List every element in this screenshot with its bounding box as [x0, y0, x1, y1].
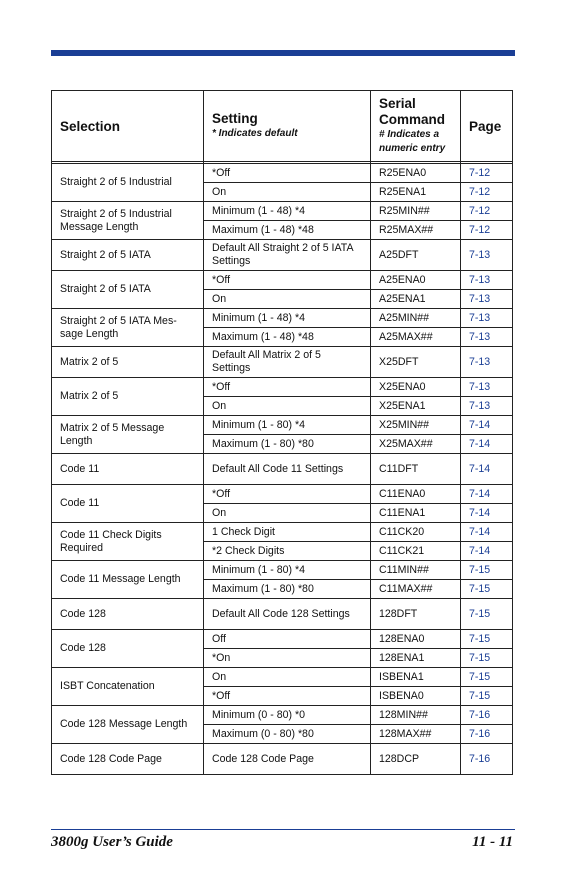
page-link[interactable]: 7-13 — [461, 378, 513, 397]
table-row — [52, 561, 513, 580]
page-link[interactable]: 7-12 — [461, 221, 513, 240]
setting-cell: Code 128 Code Page — [204, 744, 371, 775]
footer-page-number: 11 - 11 — [472, 834, 513, 850]
setting-cell: Maximum (1 - 48) *48 — [204, 221, 371, 240]
setting-cell: 1 Check Digit — [204, 523, 371, 542]
page-link[interactable]: 7-14 — [461, 504, 513, 523]
setting-cell: On — [204, 183, 371, 202]
setting-cell: Default All Matrix 2 of 5 Settings — [204, 347, 371, 378]
selection-cell: Straight 2 of 5 Industrial Message Length — [52, 202, 204, 240]
table-row — [52, 454, 513, 485]
serial-command-cell: A25DFT — [371, 240, 461, 271]
serial-command-cell: C11CK21 — [371, 542, 461, 561]
setting-cell: *2 Check Digits — [204, 542, 371, 561]
page-link[interactable]: 7-16 — [461, 706, 513, 725]
selection-cell: Code 11 — [52, 485, 204, 523]
serial-command-cell: C11MAX## — [371, 580, 461, 599]
setting-cell: On — [204, 290, 371, 309]
table-row — [52, 630, 513, 649]
page-link[interactable]: 7-15 — [461, 687, 513, 706]
header-selection: Selection — [52, 91, 204, 162]
selection-cell: Straight 2 of 5 IATA — [52, 271, 204, 309]
selection-cell: Matrix 2 of 5 Message Length — [52, 416, 204, 454]
serial-command-cell: 128MAX## — [371, 725, 461, 744]
setting-cell: *Off — [204, 378, 371, 397]
setting-cell: On — [204, 397, 371, 416]
table-row — [52, 599, 513, 630]
selection-cell: Matrix 2 of 5 — [52, 347, 204, 378]
setting-cell: Maximum (1 - 80) *80 — [204, 580, 371, 599]
setting-cell: Default All Code 11 Settings — [204, 454, 371, 485]
settings-table-container — [51, 90, 513, 775]
setting-cell: Default All Straight 2 of 5 IATA Settings — [204, 240, 371, 271]
serial-command-cell: X25DFT — [371, 347, 461, 378]
serial-command-cell: X25ENA0 — [371, 378, 461, 397]
table-row — [52, 378, 513, 397]
selection-cell: Code 128 — [52, 599, 204, 630]
selection-cell: Code 128 Code Page — [52, 744, 204, 775]
serial-command-cell: C11CK20 — [371, 523, 461, 542]
page-link[interactable]: 7-12 — [461, 183, 513, 202]
header-rule — [51, 50, 515, 56]
footer-title: 3800g User’s Guide — [51, 834, 173, 850]
serial-command-cell: A25ENA0 — [371, 271, 461, 290]
page-link[interactable]: 7-16 — [461, 725, 513, 744]
page-link[interactable]: 7-13 — [461, 240, 513, 271]
serial-command-cell: X25MAX## — [371, 435, 461, 454]
setting-cell: *Off — [204, 687, 371, 706]
header-setting — [204, 91, 371, 162]
setting-cell: Default All Code 128 Settings — [204, 599, 371, 630]
selection-cell: Straight 2 of 5 IATA Mes-sage Length — [52, 309, 204, 347]
serial-command-cell: C11MIN## — [371, 561, 461, 580]
serial-command-cell: ISBENA1 — [371, 668, 461, 687]
page-link[interactable]: 7-15 — [461, 580, 513, 599]
page-link[interactable]: 7-13 — [461, 347, 513, 378]
serial-command-cell: R25MIN## — [371, 202, 461, 221]
header-serial-label: Serial Command — [379, 96, 446, 127]
selection-cell: Matrix 2 of 5 — [52, 378, 204, 416]
setting-cell: Minimum (1 - 80) *4 — [204, 416, 371, 435]
page-link[interactable]: 7-15 — [461, 649, 513, 668]
setting-cell: *Off — [204, 271, 371, 290]
serial-command-cell: R25ENA1 — [371, 183, 461, 202]
table-row — [52, 202, 513, 221]
serial-command-cell: A25MIN## — [371, 309, 461, 328]
serial-command-cell: A25MAX## — [371, 328, 461, 347]
page-link[interactable]: 7-13 — [461, 309, 513, 328]
page-link[interactable]: 7-13 — [461, 271, 513, 290]
selection-cell: Straight 2 of 5 IATA — [52, 240, 204, 271]
header-setting-note: * Indicates default — [212, 128, 298, 139]
setting-cell: Maximum (1 - 80) *80 — [204, 435, 371, 454]
page-link[interactable]: 7-14 — [461, 454, 513, 485]
page-link[interactable]: 7-15 — [461, 668, 513, 687]
serial-command-cell: 128ENA0 — [371, 630, 461, 649]
table-row — [52, 309, 513, 328]
setting-cell: Minimum (1 - 48) *4 — [204, 202, 371, 221]
serial-command-cell: R25ENA0 — [371, 164, 461, 183]
page-link[interactable]: 7-12 — [461, 164, 513, 183]
setting-cell: Maximum (0 - 80) *80 — [204, 725, 371, 744]
page-link[interactable]: 7-15 — [461, 561, 513, 580]
page-link[interactable]: 7-14 — [461, 416, 513, 435]
page-link[interactable]: 7-14 — [461, 523, 513, 542]
selection-cell: Code 11 Check Digits Required — [52, 523, 204, 561]
serial-command-cell: 128DCP — [371, 744, 461, 775]
serial-command-cell: ISBENA0 — [371, 687, 461, 706]
selection-cell: Code 128 — [52, 630, 204, 668]
settings-table — [51, 90, 513, 775]
page-link[interactable]: 7-15 — [461, 599, 513, 630]
setting-cell: *Off — [204, 164, 371, 183]
selection-cell: Code 128 Message Length — [52, 706, 204, 744]
setting-cell: Minimum (1 - 80) *4 — [204, 561, 371, 580]
page-link[interactable]: 7-14 — [461, 485, 513, 504]
setting-cell: Minimum (0 - 80) *0 — [204, 706, 371, 725]
footer-rule — [51, 829, 515, 830]
page-link[interactable]: 7-14 — [461, 435, 513, 454]
serial-command-cell: C11DFT — [371, 454, 461, 485]
header-page: Page — [461, 91, 513, 162]
setting-cell: Minimum (1 - 48) *4 — [204, 309, 371, 328]
serial-command-cell: X25MIN## — [371, 416, 461, 435]
page-link[interactable]: 7-13 — [461, 290, 513, 309]
table-row — [52, 706, 513, 725]
serial-command-cell: R25MAX## — [371, 221, 461, 240]
page-link[interactable]: 7-16 — [461, 744, 513, 775]
serial-command-cell: C11ENA0 — [371, 485, 461, 504]
page-link[interactable]: 7-14 — [461, 542, 513, 561]
serial-command-cell: X25ENA1 — [371, 397, 461, 416]
table-row — [52, 668, 513, 687]
table-row — [52, 485, 513, 504]
table-row — [52, 271, 513, 290]
setting-cell: *On — [204, 649, 371, 668]
page-link[interactable]: 7-13 — [461, 328, 513, 347]
page-link[interactable]: 7-13 — [461, 397, 513, 416]
setting-cell: Maximum (1 - 48) *48 — [204, 328, 371, 347]
table-row — [52, 164, 513, 183]
page-link[interactable]: 7-12 — [461, 202, 513, 221]
header-serial — [371, 91, 461, 162]
serial-command-cell: C11ENA1 — [371, 504, 461, 523]
selection-cell: ISBT Concatenation — [52, 668, 204, 706]
table-header-row — [52, 91, 513, 162]
serial-command-cell: A25ENA1 — [371, 290, 461, 309]
table-row — [52, 744, 513, 775]
page-link[interactable]: 7-15 — [461, 630, 513, 649]
header-serial-note: # Indicates a numeric entry — [379, 129, 446, 154]
header-setting-label: Setting — [212, 111, 258, 126]
setting-cell: On — [204, 504, 371, 523]
table-row — [52, 523, 513, 542]
table-row — [52, 240, 513, 271]
setting-cell: On — [204, 668, 371, 687]
table-row — [52, 347, 513, 378]
selection-cell: Code 11 Message Length — [52, 561, 204, 599]
table-row — [52, 416, 513, 435]
serial-command-cell: 128DFT — [371, 599, 461, 630]
table-body — [52, 162, 513, 775]
setting-cell: Off — [204, 630, 371, 649]
serial-command-cell: 128MIN## — [371, 706, 461, 725]
serial-command-cell: 128ENA1 — [371, 649, 461, 668]
selection-cell: Straight 2 of 5 Industrial — [52, 164, 204, 202]
selection-cell: Code 11 — [52, 454, 204, 485]
setting-cell: *Off — [204, 485, 371, 504]
